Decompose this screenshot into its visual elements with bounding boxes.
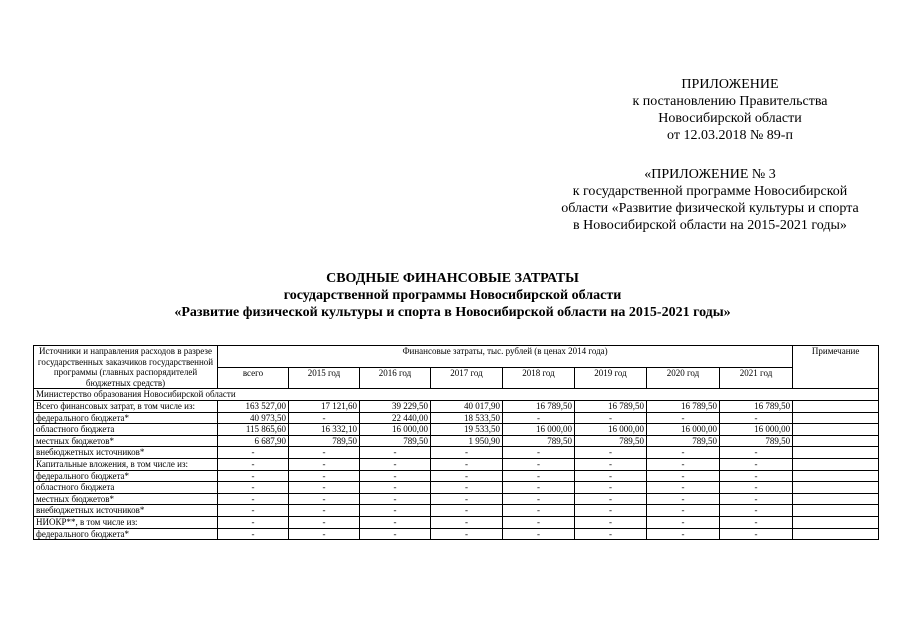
table-row bbox=[34, 505, 879, 517]
value-cell: 789,50 bbox=[647, 435, 720, 447]
value-cell: 789,50 bbox=[360, 435, 431, 447]
value-cell: 16 000,00 bbox=[720, 424, 793, 436]
value-cell: - bbox=[575, 482, 647, 494]
table-row bbox=[34, 435, 879, 447]
value-cell: - bbox=[647, 493, 720, 505]
value-cell: 39 229,50 bbox=[360, 400, 431, 412]
value-cell: - bbox=[647, 470, 720, 482]
value-cell: - bbox=[647, 528, 720, 540]
note-cell bbox=[793, 470, 879, 482]
value-cell: - bbox=[503, 493, 575, 505]
financial-costs-table bbox=[33, 345, 879, 540]
column-header: 2015 год bbox=[289, 367, 360, 389]
value-cell: - bbox=[360, 493, 431, 505]
value-cell: - bbox=[431, 516, 503, 528]
table-row bbox=[34, 424, 879, 436]
value-cell: - bbox=[289, 458, 360, 470]
appendix-3-line: в Новосибирской области на 2015-2021 годы» bbox=[573, 218, 847, 233]
note-cell bbox=[793, 528, 879, 540]
table-row bbox=[34, 412, 879, 424]
value-cell: - bbox=[289, 412, 360, 424]
column-header: 2016 год bbox=[360, 367, 431, 389]
value-cell: - bbox=[503, 505, 575, 517]
table-row bbox=[34, 493, 879, 505]
value-cell: - bbox=[360, 516, 431, 528]
value-cell: - bbox=[720, 447, 793, 459]
source-header: Источники и направления расходов в разрезе государственных заказчиков государственной программы (главных распорядителей бюджетных средств) bbox=[34, 346, 218, 389]
appendix-line: к постановлению Правительства bbox=[632, 94, 828, 109]
value-cell: - bbox=[647, 458, 720, 470]
value-cell: - bbox=[647, 447, 720, 459]
appendix-line: Новосибирской области bbox=[658, 111, 802, 126]
value-cell: - bbox=[218, 516, 289, 528]
note-header: Примечание bbox=[793, 346, 879, 389]
row-label: Всего финансовых затрат, в том числе из: bbox=[34, 400, 218, 412]
note-cell bbox=[793, 493, 879, 505]
value-cell: 40 017,90 bbox=[431, 400, 503, 412]
row-label: местных бюджетов* bbox=[34, 435, 218, 447]
value-cell: - bbox=[218, 493, 289, 505]
value-cell: 789,50 bbox=[575, 435, 647, 447]
value-cell: 789,50 bbox=[503, 435, 575, 447]
value-cell: 16 789,50 bbox=[647, 400, 720, 412]
title-line: СВОДНЫЕ ФИНАНСОВЫЕ ЗАТРАТЫ bbox=[326, 271, 579, 286]
section-label: Министерство образования Новосибирской области bbox=[34, 389, 879, 401]
value-cell: 16 332,10 bbox=[289, 424, 360, 436]
table-row bbox=[34, 400, 879, 412]
value-cell: 115 865,60 bbox=[218, 424, 289, 436]
title-line: «Развитие физической культуры и спорта в Новосибирской области на 2015-2021 годы» bbox=[174, 305, 731, 320]
value-cell: - bbox=[503, 458, 575, 470]
value-cell: - bbox=[218, 528, 289, 540]
value-cell: 163 527,00 bbox=[218, 400, 289, 412]
table-row bbox=[34, 447, 879, 459]
value-cell: - bbox=[218, 482, 289, 494]
value-cell: - bbox=[720, 493, 793, 505]
appendix-block bbox=[560, 76, 900, 144]
value-cell: 22 440,00 bbox=[360, 412, 431, 424]
value-cell: - bbox=[289, 516, 360, 528]
value-cell: - bbox=[431, 505, 503, 517]
value-cell: - bbox=[503, 528, 575, 540]
value-cell: - bbox=[360, 470, 431, 482]
value-cell: - bbox=[647, 482, 720, 494]
note-cell bbox=[793, 435, 879, 447]
value-cell: 789,50 bbox=[289, 435, 360, 447]
value-cell: - bbox=[218, 470, 289, 482]
value-cell: - bbox=[289, 493, 360, 505]
value-cell: 17 121,60 bbox=[289, 400, 360, 412]
column-header: всего bbox=[218, 367, 289, 389]
value-cell: - bbox=[431, 528, 503, 540]
value-cell: - bbox=[360, 528, 431, 540]
row-label: внебюджетных источников* bbox=[34, 447, 218, 459]
value-cell: 19 533,50 bbox=[431, 424, 503, 436]
value-cell: 789,50 bbox=[720, 435, 793, 447]
value-cell: - bbox=[503, 470, 575, 482]
value-cell: - bbox=[503, 447, 575, 459]
section-row bbox=[34, 389, 879, 401]
row-label: местных бюджетов* bbox=[34, 493, 218, 505]
table-row bbox=[34, 458, 879, 470]
value-cell: - bbox=[647, 412, 720, 424]
column-header: 2020 год bbox=[647, 367, 720, 389]
value-cell: - bbox=[503, 516, 575, 528]
value-cell: - bbox=[575, 470, 647, 482]
table-row bbox=[34, 482, 879, 494]
value-cell: 16 000,00 bbox=[575, 424, 647, 436]
row-label: областного бюджета bbox=[34, 482, 218, 494]
row-label: НИОКР**, в том числе из: bbox=[34, 516, 218, 528]
row-label: Капитальные вложения, в том числе из: bbox=[34, 458, 218, 470]
note-cell bbox=[793, 482, 879, 494]
value-cell: - bbox=[575, 516, 647, 528]
value-cell: - bbox=[503, 482, 575, 494]
value-cell: - bbox=[289, 528, 360, 540]
row-label: федерального бюджета* bbox=[34, 470, 218, 482]
value-cell: - bbox=[360, 458, 431, 470]
value-cell: - bbox=[575, 447, 647, 459]
value-cell: - bbox=[575, 493, 647, 505]
value-cell: - bbox=[647, 505, 720, 517]
value-cell: - bbox=[647, 516, 720, 528]
table-row bbox=[34, 470, 879, 482]
value-cell: - bbox=[289, 482, 360, 494]
value-cell: 16 789,50 bbox=[720, 400, 793, 412]
appendix-3-line: к государственной программе Новосибирской bbox=[572, 184, 848, 199]
column-header: 2017 год bbox=[431, 367, 503, 389]
table-row bbox=[34, 516, 879, 528]
value-cell: - bbox=[431, 493, 503, 505]
value-cell: - bbox=[503, 412, 575, 424]
value-cell: - bbox=[575, 412, 647, 424]
note-cell bbox=[793, 447, 879, 459]
value-cell: - bbox=[720, 516, 793, 528]
value-cell: - bbox=[218, 458, 289, 470]
value-cell: - bbox=[289, 470, 360, 482]
value-cell: 16 000,00 bbox=[503, 424, 575, 436]
appendix-3-line: «ПРИЛОЖЕНИЕ № 3 bbox=[644, 167, 776, 182]
value-cell: - bbox=[360, 505, 431, 517]
appendix-line: от 12.03.2018 № 89-п bbox=[667, 128, 793, 143]
value-cell: - bbox=[360, 447, 431, 459]
value-cell: - bbox=[289, 505, 360, 517]
value-cell: - bbox=[431, 482, 503, 494]
table-row bbox=[34, 528, 879, 540]
note-cell bbox=[793, 516, 879, 528]
value-cell: - bbox=[431, 458, 503, 470]
column-header: 2019 год bbox=[575, 367, 647, 389]
note-cell bbox=[793, 412, 879, 424]
value-cell: - bbox=[575, 458, 647, 470]
value-cell: - bbox=[575, 505, 647, 517]
value-cell: - bbox=[218, 447, 289, 459]
appendix-3-line: области «Развитие физической культуры и спорта bbox=[561, 201, 859, 216]
value-cell: - bbox=[720, 458, 793, 470]
value-cell: - bbox=[720, 470, 793, 482]
value-cell: - bbox=[289, 447, 360, 459]
value-cell: - bbox=[431, 447, 503, 459]
value-cell: - bbox=[720, 412, 793, 424]
value-cell: - bbox=[218, 505, 289, 517]
appendix-3-block bbox=[520, 166, 900, 234]
note-cell bbox=[793, 400, 879, 412]
value-cell: 16 000,00 bbox=[647, 424, 720, 436]
title-line: государственной программы Новосибирской области bbox=[283, 288, 622, 303]
column-header: 2018 год bbox=[503, 367, 575, 389]
table-body bbox=[34, 389, 879, 540]
finance-header: Финансовые затраты, тыс. рублей (в ценах 2014 года) bbox=[218, 346, 793, 368]
appendix-line: ПРИЛОЖЕНИЕ bbox=[681, 77, 779, 92]
note-cell bbox=[793, 424, 879, 436]
value-cell: 16 000,00 bbox=[360, 424, 431, 436]
row-label: областного бюджета bbox=[34, 424, 218, 436]
row-label: федерального бюджета* bbox=[34, 528, 218, 540]
value-cell: - bbox=[360, 482, 431, 494]
row-label: внебюджетных источников* bbox=[34, 505, 218, 517]
row-label: федерального бюджета* bbox=[34, 412, 218, 424]
value-cell: 16 789,50 bbox=[575, 400, 647, 412]
note-cell bbox=[793, 505, 879, 517]
value-cell: 1 950,90 bbox=[431, 435, 503, 447]
value-cell: - bbox=[720, 482, 793, 494]
value-cell: - bbox=[575, 528, 647, 540]
value-cell: 18 533,50 bbox=[431, 412, 503, 424]
column-header: 2021 год bbox=[720, 367, 793, 389]
value-cell: - bbox=[720, 505, 793, 517]
value-cell: 16 789,50 bbox=[503, 400, 575, 412]
document-title bbox=[0, 270, 905, 321]
value-cell: - bbox=[720, 528, 793, 540]
value-cell: 6 687,90 bbox=[218, 435, 289, 447]
note-cell bbox=[793, 458, 879, 470]
value-cell: 40 973,50 bbox=[218, 412, 289, 424]
value-cell: - bbox=[431, 470, 503, 482]
